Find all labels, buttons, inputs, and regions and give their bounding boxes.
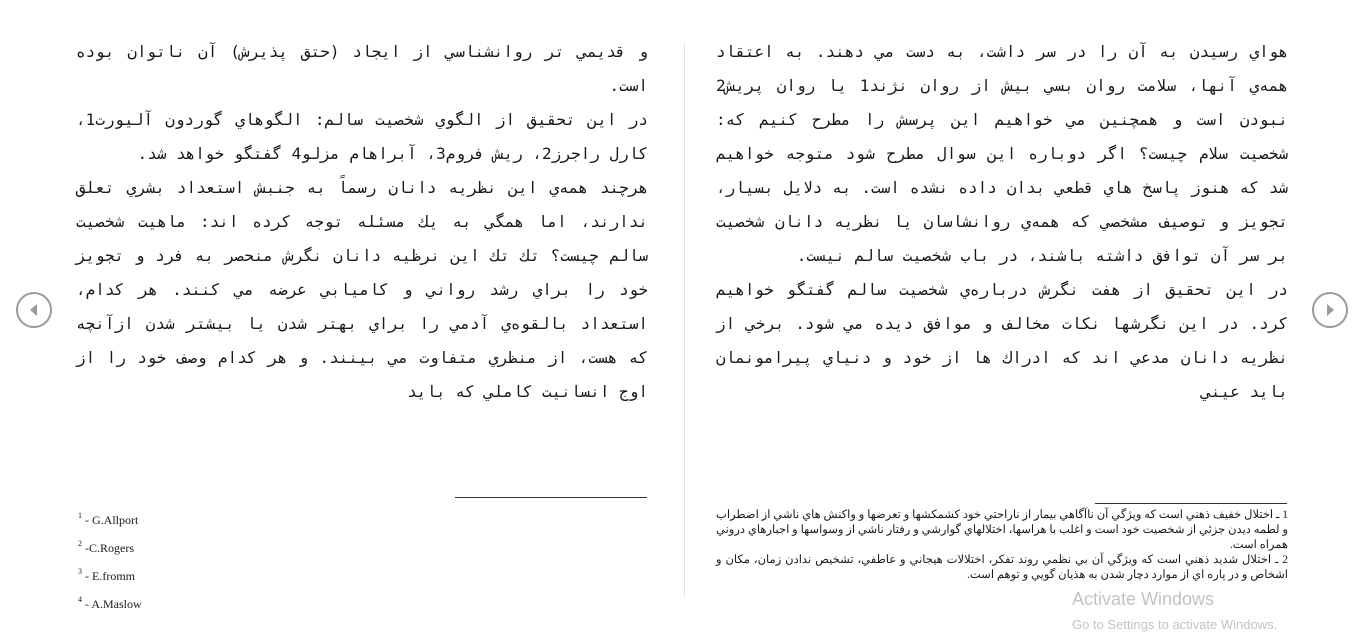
activation-watermark <box>1072 588 1277 634</box>
paragraph: هرچند همه‌ي اين نظريه دانان رسماً به جنبش استعداد بشري تعلق ندارند، اما همگي به يك مسئله توجه كرده اند: ماهيت شخصيت سالم چيست؟ تك تك اين نرظيه دانان نگرش منحصر به فرد و تجويز خود را براي رشد رواني و كاميابي عرضه مي كنند. هر كدام، استعداد بالقوه‌ي آدمي را براي بهتر شدن يا بيشتر شدن ازآنچه كه هست، از منظري متفاوت مي بينند. و هر كدام وصف خود را از اوج انسانيت كاملي كه بايد <box>76 178 648 401</box>
paragraph: هواي رسيدن به آن را در سر داشت، به دست مي دهند. به اعتقاد همه‌ي آنها، سلامت روان بسي بيش از روان نژند1 يا روان پريش2 نبودن است و همچنين مي خواهيم اين پرسش را مطرح كنيم كه: شخصيت سلام چيست؟ اگر دوباره اين سوال مطرح شود متوجه خواهيم شد كه هنوز پاسخ هاي قطعي بدان داده نشده است. به دلايل بسيار، تجويز و توصيف مشخصي كه همه‌ي روانشاسان يا نظريه دانان شخصيت بر سر آن توافق داشته باشند، در باب شخصيت سالم نيست. <box>716 42 1288 265</box>
footnote: $^2$ -C.Rogers <box>78 539 134 555</box>
right-page <box>716 35 1288 409</box>
chevron-right-icon <box>1323 303 1337 317</box>
right-footnotes <box>716 508 1288 583</box>
footnote: $^3$ - E.fromm <box>78 567 135 583</box>
footnote: 2 ـ اختلال شديد ذهني است كه ويژگي آن بي نظمي روند تفكر، اختلالات هيجاني و عاطفي، تشخيص ندادن زمان، مكان و اشخاص و در پاره اي از موارد دچار شدن به هذيان گويي و توهم است. <box>716 554 1288 581</box>
watermark-title: Activate Windows <box>1072 589 1215 609</box>
footnote-rule <box>455 497 647 498</box>
paragraph: در اين تحقيق از الگوي شخصيت سالم: الگوهاي گوردون آليورت1، كارل راجرز2، ريش فروم3، آبراهام مزلو4 گفتگو خواهد شد. <box>76 110 648 163</box>
footnote: 1 ـ اختلال خفيف ذهني است كه ويژگي آن ناآگاهي بيمار از ناراحتي خود كشمكشها و تعرضها و واكنش هاي ناشي از اضطراب و لطمه ديدن جزئي از شخصيت خود است و اغلب با هراسها، اختلالهاي گوارشي و رفتار ناشي از وسواسها و اجبارهاي دروني همراه است. <box>716 509 1288 551</box>
paragraph: در اين تحقيق از هفت نگرش درباره‌ي شخصيت سالم گفتگو خواهيم كرد. در اين نگرشها نكات مخالف و موافق ديده مي شود. برخي از نظريه دانان مدعي اند كه ادراك ها از خود و دنياي پيرامونمان بايد عيني <box>716 280 1288 401</box>
page-divider <box>684 42 685 598</box>
previous-page-button[interactable] <box>16 292 52 328</box>
next-page-button[interactable] <box>1312 292 1348 328</box>
chevron-left-icon <box>27 303 41 317</box>
footnote: $^1$ - G.Allport <box>78 511 139 527</box>
left-page <box>76 35 648 409</box>
footnote-rule <box>1095 503 1287 504</box>
watermark-subtitle: Go to Settings to activate Windows. <box>1072 617 1278 632</box>
paragraph: و قديمي تر روانشناسي از ايجاد (حتق پذيرش) آن ناتوان بوده است. <box>76 42 648 95</box>
footnote: $^4$ - A.Maslow <box>78 595 142 611</box>
left-footnotes <box>78 504 142 616</box>
